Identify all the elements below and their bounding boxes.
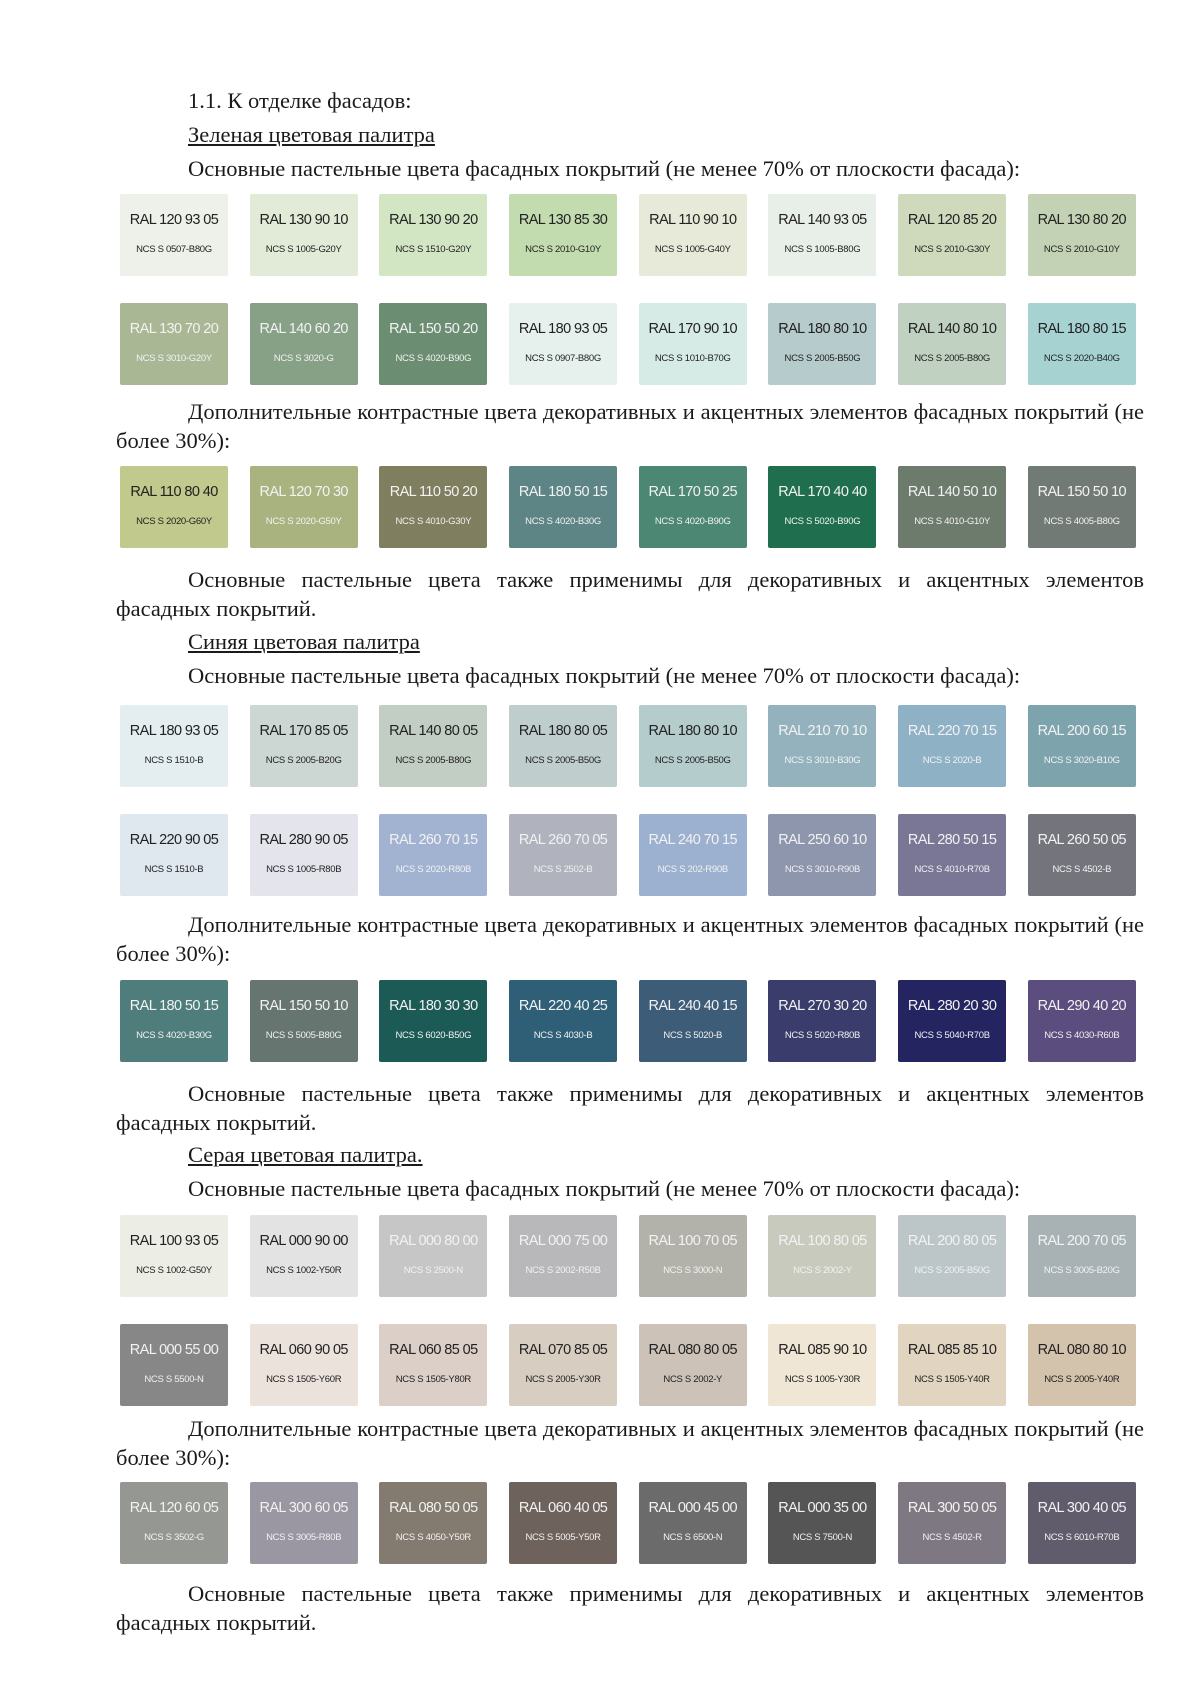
swatch-ncs-code: NCS S 2020-B xyxy=(922,755,982,766)
swatch-ncs-code: NCS S 1005-G20Y xyxy=(265,244,342,255)
color-swatch xyxy=(1028,303,1136,385)
swatch-ral-code: RAL 220 40 25 xyxy=(518,998,608,1014)
swatch-ncs-code: NCS S 2005-B50G xyxy=(914,1265,990,1276)
swatch-ncs-code: NCS S 6010-R70B xyxy=(1044,1532,1120,1543)
color-swatch xyxy=(509,1215,617,1297)
color-swatch xyxy=(1028,814,1136,896)
swatch-ral-code: RAL 290 40 20 xyxy=(1037,998,1127,1014)
swatch-ncs-code: NCS S 1505-Y60R xyxy=(266,1374,342,1385)
color-swatch xyxy=(639,194,747,276)
swatch-ral-code: RAL 250 60 10 xyxy=(778,832,867,848)
swatch-ral-code: RAL 180 50 15 xyxy=(129,998,219,1014)
color-swatch xyxy=(1028,194,1136,276)
swatch-ncs-code: NCS S 5020-B90G xyxy=(784,516,861,527)
swatch-ncs-code: NCS S 202-R90B xyxy=(657,864,728,875)
blue-extra-swatch-grid xyxy=(120,980,1144,1062)
swatch-ral-code: RAL 280 50 15 xyxy=(907,832,997,848)
swatch-ral-code: RAL 200 60 15 xyxy=(1037,723,1127,739)
swatch-ral-code: RAL 080 50 05 xyxy=(389,1500,478,1516)
color-swatch xyxy=(639,303,747,385)
color-swatch xyxy=(898,303,1006,385)
swatch-ral-code: RAL 240 70 15 xyxy=(648,832,737,848)
gray-main-swatch-grid xyxy=(120,1215,1144,1406)
swatch-ncs-code: NCS S 2002-Y xyxy=(793,1265,852,1276)
swatch-ncs-code: NCS S 2005-B50G xyxy=(525,755,601,766)
gray-extra-intro: Дополнительные контрастные цвета декоративных и акцентных элементов фасадных покрытий (не более 30%): xyxy=(116,1416,1144,1470)
swatch-ncs-code: NCS S 2005-Y40R xyxy=(1044,1374,1120,1385)
swatch-ral-code: RAL 180 30 30 xyxy=(389,998,478,1014)
swatch-ncs-code: NCS S 2500-N xyxy=(403,1265,463,1276)
swatch-ncs-code: NCS S 2005-B80G xyxy=(914,353,990,364)
swatch-ncs-code: NCS S 2002-R50B xyxy=(525,1265,601,1276)
color-swatch xyxy=(250,1215,358,1297)
swatch-ncs-code: NCS S 2010-G10Y xyxy=(525,244,601,255)
swatch-ncs-code: NCS S 4020-B90G xyxy=(654,516,731,527)
color-swatch xyxy=(1028,980,1136,1062)
swatch-ral-code: RAL 150 50 10 xyxy=(259,998,348,1014)
swatch-ral-code: RAL 170 85 05 xyxy=(259,723,348,739)
swatch-ncs-code: NCS S 1505-Y80R xyxy=(395,1374,471,1385)
swatch-ral-code: RAL 140 50 10 xyxy=(907,484,997,500)
swatch-ncs-code: NCS S 0907-B80G xyxy=(525,353,601,364)
color-swatch xyxy=(1028,1482,1136,1564)
swatch-ral-code: RAL 110 80 40 xyxy=(130,484,218,500)
swatch-ral-code: RAL 140 60 20 xyxy=(259,321,348,337)
swatch-ral-code: RAL 150 50 20 xyxy=(389,321,478,337)
color-swatch xyxy=(639,705,747,787)
color-swatch xyxy=(120,705,228,787)
color-swatch xyxy=(898,194,1006,276)
swatch-ncs-code: NCS S 2005-B50G xyxy=(654,755,731,766)
swatch-ral-code: RAL 220 70 15 xyxy=(907,723,997,739)
color-swatch xyxy=(250,814,358,896)
swatch-ral-code: RAL 300 40 05 xyxy=(1037,1500,1127,1516)
green-main-swatch-grid xyxy=(120,194,1144,385)
color-swatch xyxy=(120,194,228,276)
color-swatch xyxy=(509,1324,617,1406)
swatch-ral-code: RAL 130 90 10 xyxy=(259,212,348,228)
swatch-ncs-code: NCS S 1002-G50Y xyxy=(136,1265,212,1276)
swatch-ral-code: RAL 080 80 10 xyxy=(1037,1342,1127,1358)
color-swatch xyxy=(768,1482,876,1564)
swatch-ncs-code: NCS S 1510-G20Y xyxy=(395,244,472,255)
gray-extra-swatch-grid xyxy=(120,1482,1144,1564)
color-swatch xyxy=(379,705,487,787)
swatch-ral-code: RAL 130 70 20 xyxy=(129,321,219,337)
swatch-ral-code: RAL 170 90 10 xyxy=(648,321,737,337)
swatch-ncs-code: NCS S 1510-B xyxy=(144,864,204,875)
swatch-ncs-code: NCS S 2020-B40G xyxy=(1043,353,1120,364)
color-swatch xyxy=(120,1482,228,1564)
color-swatch xyxy=(120,466,228,548)
color-swatch xyxy=(250,1482,358,1564)
swatch-ral-code: RAL 070 85 05 xyxy=(518,1342,608,1358)
swatch-ncs-code: NCS S 1005-Y30R xyxy=(784,1374,861,1385)
swatch-ral-code: RAL 110 90 10 xyxy=(649,212,737,228)
swatch-ncs-code: NCS S 3000-N xyxy=(663,1265,723,1276)
swatch-ncs-code: NCS S 2020-R80B xyxy=(395,864,471,875)
color-swatch xyxy=(120,303,228,385)
swatch-ncs-code: NCS S 5005-Y50R xyxy=(525,1532,601,1543)
swatch-ral-code: RAL 000 45 00 xyxy=(648,1500,737,1516)
swatch-ncs-code: NCS S 2005-B50G xyxy=(784,353,861,364)
color-swatch xyxy=(898,980,1006,1062)
swatch-ral-code: RAL 280 20 30 xyxy=(907,998,997,1014)
color-swatch xyxy=(379,980,487,1062)
swatch-ral-code: RAL 000 35 00 xyxy=(778,1500,867,1516)
swatch-ral-code: RAL 085 90 10 xyxy=(778,1342,867,1358)
blue-note: Основные пастельные цвета также применимы для декоративных и акцентных элементов фасадных покрытий. xyxy=(116,1081,1144,1135)
swatch-ral-code: RAL 210 70 10 xyxy=(778,723,867,739)
color-swatch xyxy=(898,814,1006,896)
color-swatch xyxy=(379,194,487,276)
swatch-ral-code: RAL 100 93 05 xyxy=(129,1233,219,1249)
swatch-ral-code: RAL 060 85 05 xyxy=(389,1342,478,1358)
swatch-ncs-code: NCS S 3020-B10G xyxy=(1043,755,1120,766)
swatch-ral-code: RAL 100 80 05 xyxy=(778,1233,867,1249)
swatch-ral-code: RAL 180 93 05 xyxy=(518,321,608,337)
swatch-ncs-code: NCS S 2010-G10Y xyxy=(1043,244,1120,255)
color-swatch xyxy=(1028,1215,1136,1297)
swatch-ral-code: RAL 140 93 05 xyxy=(778,212,867,228)
swatch-ncs-code: NCS S 6020-B50G xyxy=(395,1030,472,1041)
swatch-ncs-code: NCS S 7500-N xyxy=(792,1532,853,1543)
swatch-ncs-code: NCS S 1510-B xyxy=(144,755,204,766)
swatch-ral-code: RAL 060 40 05 xyxy=(518,1500,608,1516)
swatch-ncs-code: NCS S 4020-B30G xyxy=(525,516,601,527)
color-swatch xyxy=(379,466,487,548)
swatch-ncs-code: NCS S 2005-B20G xyxy=(265,755,342,766)
swatch-ncs-code: NCS S 1005-B80G xyxy=(784,244,861,255)
swatch-ral-code: RAL 150 50 10 xyxy=(1037,484,1127,500)
color-swatch xyxy=(768,466,876,548)
swatch-ral-code: RAL 300 60 05 xyxy=(259,1500,348,1516)
swatch-ncs-code: NCS S 2010-G30Y xyxy=(914,244,990,255)
swatch-ncs-code: NCS S 5500-N xyxy=(144,1374,204,1385)
green-main-intro: Основные пастельные цвета фасадных покрытий (не менее 70% от плоскости фасада): xyxy=(188,156,1021,181)
swatch-ncs-code: NCS S 1010-B70G xyxy=(654,353,731,364)
swatch-ncs-code: NCS S 2020-G60Y xyxy=(136,516,212,527)
color-swatch xyxy=(120,1324,228,1406)
swatch-ral-code: RAL 120 60 05 xyxy=(129,1500,219,1516)
page-heading: 1.1. К отделке фасадов: xyxy=(188,88,412,113)
color-swatch xyxy=(768,303,876,385)
swatch-ral-code: RAL 080 80 05 xyxy=(648,1342,737,1358)
swatch-ral-code: RAL 170 40 40 xyxy=(778,484,867,500)
swatch-ncs-code: NCS S 4020-B30G xyxy=(136,1030,212,1041)
color-swatch xyxy=(250,980,358,1062)
color-swatch xyxy=(768,1215,876,1297)
swatch-ral-code: RAL 060 90 05 xyxy=(259,1342,348,1358)
color-swatch xyxy=(120,814,228,896)
swatch-ncs-code: NCS S 6500-N xyxy=(663,1532,723,1543)
swatch-ncs-code: NCS S 3005-R80B xyxy=(266,1532,342,1543)
green-note: Основные пастельные цвета также применимы для декоративных и акцентных элементов фасадных покрытий. xyxy=(116,567,1144,621)
color-swatch xyxy=(379,1482,487,1564)
color-swatch xyxy=(250,1324,358,1406)
swatch-ral-code: RAL 180 80 10 xyxy=(648,723,737,739)
swatch-ncs-code: NCS S 2002-Y xyxy=(663,1374,723,1385)
swatch-ncs-code: NCS S 4502-B xyxy=(1052,864,1112,875)
swatch-ral-code: RAL 280 90 05 xyxy=(259,832,348,848)
color-swatch xyxy=(509,1482,617,1564)
swatch-ral-code: RAL 170 50 25 xyxy=(648,484,737,500)
color-swatch xyxy=(509,814,617,896)
swatch-ral-code: RAL 200 80 05 xyxy=(907,1233,997,1249)
swatch-ral-code: RAL 140 80 10 xyxy=(907,321,997,337)
swatch-ncs-code: NCS S 5005-B80G xyxy=(265,1030,342,1041)
swatch-ral-code: RAL 260 70 15 xyxy=(389,832,478,848)
swatch-ncs-code: NCS S 1005-R80B xyxy=(266,864,342,875)
color-swatch xyxy=(509,194,617,276)
color-swatch xyxy=(1028,705,1136,787)
swatch-ncs-code: NCS S 3010-R90B xyxy=(784,864,861,875)
swatch-ral-code: RAL 260 50 05 xyxy=(1037,832,1127,848)
swatch-ncs-code: NCS S 3010-G20Y xyxy=(136,353,212,364)
swatch-ral-code: RAL 130 80 20 xyxy=(1037,212,1127,228)
swatch-ncs-code: NCS S 3005-B20G xyxy=(1043,1265,1120,1276)
color-swatch xyxy=(898,466,1006,548)
color-swatch xyxy=(639,980,747,1062)
color-swatch xyxy=(898,1215,1006,1297)
blue-main-intro: Основные пастельные цвета фасадных покрытий (не менее 70% от плоскости фасада): xyxy=(188,663,1021,688)
swatch-ncs-code: NCS S 1005-G40Y xyxy=(654,244,731,255)
color-swatch xyxy=(639,1324,747,1406)
color-swatch xyxy=(120,980,228,1062)
color-swatch xyxy=(379,814,487,896)
green-extra-swatch-grid xyxy=(120,466,1144,548)
swatch-ral-code: RAL 120 85 20 xyxy=(907,212,997,228)
swatch-ral-code: RAL 000 55 00 xyxy=(129,1342,219,1358)
blue-extra-intro: Дополнительные контрастные цвета декоративных и акцентных элементов фасадных покрытий (не более 30%): xyxy=(116,912,1144,966)
green-palette-title: Зеленая цветовая палитра xyxy=(188,122,435,147)
color-swatch xyxy=(250,466,358,548)
green-extra-intro: Дополнительные контрастные цвета декоративных и акцентных элементов фасадных покрытий (не более 30%): xyxy=(116,399,1144,453)
swatch-ncs-code: NCS S 4010-G10Y xyxy=(914,516,990,527)
color-swatch xyxy=(250,705,358,787)
swatch-ncs-code: NCS S 4010-G30Y xyxy=(395,516,472,527)
swatch-ral-code: RAL 180 93 05 xyxy=(129,723,219,739)
color-swatch xyxy=(898,1482,1006,1564)
swatch-ncs-code: NCS S 4030-R60B xyxy=(1044,1030,1120,1041)
swatch-ral-code: RAL 240 40 15 xyxy=(648,998,737,1014)
swatch-ncs-code: NCS S 1002-Y50R xyxy=(266,1265,342,1276)
swatch-ncs-code: NCS S 1505-Y40R xyxy=(914,1374,990,1385)
color-swatch xyxy=(639,466,747,548)
swatch-ncs-code: NCS S 2020-G50Y xyxy=(265,516,342,527)
swatch-ncs-code: NCS S 3010-B30G xyxy=(784,755,861,766)
color-swatch xyxy=(639,1215,747,1297)
gray-main-intro: Основные пастельные цвета фасадных покрытий (не менее 70% от плоскости фасада): xyxy=(188,1176,1021,1201)
swatch-ral-code: RAL 300 50 05 xyxy=(907,1500,997,1516)
swatch-ral-code: RAL 200 70 05 xyxy=(1037,1233,1127,1249)
swatch-ral-code: RAL 180 80 05 xyxy=(518,723,608,739)
color-swatch xyxy=(509,466,617,548)
swatch-ncs-code: NCS S 2502-B xyxy=(533,864,593,875)
swatch-ncs-code: NCS S 4010-R70B xyxy=(914,864,990,875)
color-swatch xyxy=(898,1324,1006,1406)
swatch-ral-code: RAL 120 70 30 xyxy=(259,484,348,500)
swatch-ncs-code: NCS S 4050-Y50R xyxy=(395,1532,471,1543)
swatch-ncs-code: NCS S 3502-G xyxy=(144,1532,204,1543)
swatch-ral-code: RAL 110 50 20 xyxy=(389,484,478,500)
color-swatch xyxy=(509,303,617,385)
swatch-ral-code: RAL 140 80 05 xyxy=(389,723,478,739)
swatch-ral-code: RAL 260 70 05 xyxy=(518,832,608,848)
color-swatch xyxy=(768,980,876,1062)
color-swatch xyxy=(250,194,358,276)
swatch-ral-code: RAL 000 90 00 xyxy=(259,1233,348,1249)
swatch-ral-code: RAL 180 80 10 xyxy=(778,321,867,337)
swatch-ral-code: RAL 180 80 15 xyxy=(1037,321,1127,337)
swatch-ral-code: RAL 130 85 30 xyxy=(518,212,608,228)
color-swatch xyxy=(1028,1324,1136,1406)
color-swatch xyxy=(768,1324,876,1406)
swatch-ral-code: RAL 100 70 05 xyxy=(648,1233,737,1249)
color-swatch xyxy=(120,1215,228,1297)
color-swatch xyxy=(639,814,747,896)
color-swatch xyxy=(1028,466,1136,548)
swatch-ncs-code: NCS S 4005-B80G xyxy=(1043,516,1120,527)
swatch-ncs-code: NCS S 5020-R80B xyxy=(784,1030,861,1041)
swatch-ncs-code: NCS S 2005-B80G xyxy=(395,755,472,766)
color-swatch xyxy=(898,705,1006,787)
swatch-ral-code: RAL 220 90 05 xyxy=(129,832,219,848)
swatch-ncs-code: NCS S 4020-B90G xyxy=(395,353,472,364)
gray-palette-title: Серая цветовая палитра. xyxy=(188,1142,423,1167)
swatch-ncs-code: NCS S 2005-Y30R xyxy=(525,1374,601,1385)
color-swatch xyxy=(250,303,358,385)
swatch-ral-code: RAL 085 85 10 xyxy=(907,1342,997,1358)
blue-palette-title: Синяя цветовая палитра xyxy=(188,629,420,654)
swatch-ral-code: RAL 130 90 20 xyxy=(389,212,478,228)
swatch-ral-code: RAL 180 50 15 xyxy=(518,484,608,500)
color-swatch xyxy=(768,705,876,787)
swatch-ncs-code: NCS S 3020-G xyxy=(273,353,334,364)
color-swatch xyxy=(768,194,876,276)
swatch-ral-code: RAL 120 93 05 xyxy=(129,212,219,228)
blue-main-swatch-grid xyxy=(120,705,1144,896)
color-swatch xyxy=(379,1324,487,1406)
swatch-ral-code: RAL 270 30 20 xyxy=(778,998,867,1014)
swatch-ncs-code: NCS S 4030-B xyxy=(533,1030,593,1041)
color-swatch xyxy=(509,980,617,1062)
swatch-ral-code: RAL 000 80 00 xyxy=(389,1233,478,1249)
gray-note: Основные пастельные цвета также применимы для декоративных и акцентных элементов фасадных покрытий. xyxy=(116,1581,1144,1635)
swatch-ncs-code: NCS S 0507-B80G xyxy=(136,244,212,255)
swatch-ncs-code: NCS S 5020-B xyxy=(663,1030,723,1041)
color-swatch xyxy=(379,1215,487,1297)
color-swatch xyxy=(768,814,876,896)
swatch-ral-code: RAL 000 75 00 xyxy=(518,1233,608,1249)
swatch-ncs-code: NCS S 4502-R xyxy=(922,1532,982,1543)
swatch-ncs-code: NCS S 5040-R70B xyxy=(914,1030,990,1041)
color-swatch xyxy=(509,705,617,787)
color-swatch xyxy=(379,303,487,385)
color-swatch xyxy=(639,1482,747,1564)
